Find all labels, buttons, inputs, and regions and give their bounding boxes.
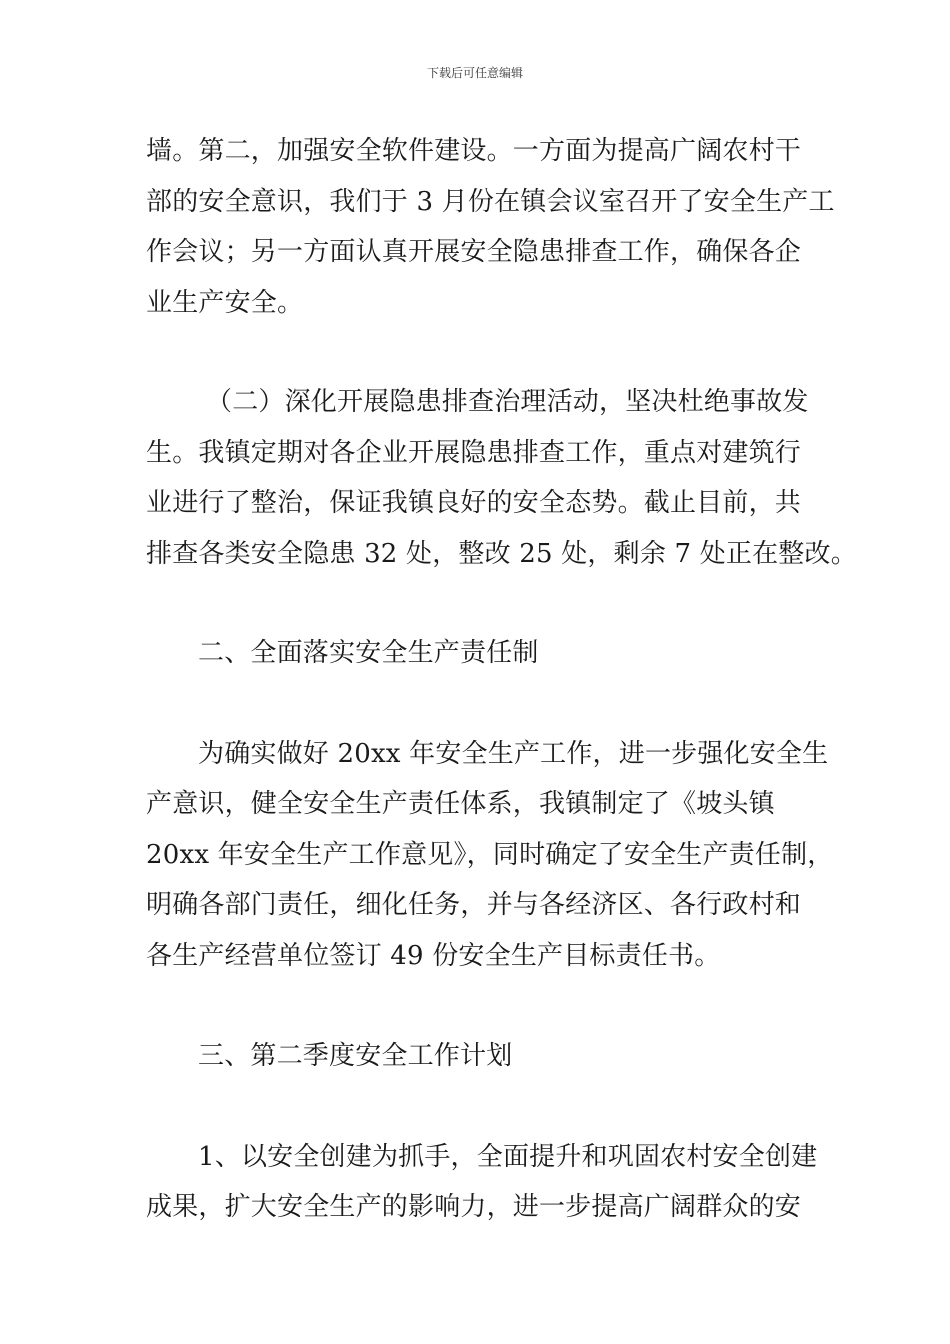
section-heading-responsibility bbox=[146, 628, 810, 679]
text-line: 20xx 年安全生产工作意见》，同时确定了安全生产责任制， bbox=[146, 839, 834, 870]
paragraph-software-construction bbox=[146, 126, 835, 328]
text-line: 为确实做好 20xx 年安全生产工作，进一步强化安全生 bbox=[198, 738, 829, 769]
section-heading: 二、全面落实安全生产责任制 bbox=[198, 638, 539, 668]
paragraph-responsibility-system bbox=[146, 729, 834, 982]
text-line: 作会议；另一方面认真开展安全隐患排查工作，确保各企 bbox=[146, 237, 802, 267]
text-line: 明确各部门责任，细化任务，并与各经济区、各行政村和 bbox=[146, 890, 802, 920]
text-line: 生。我镇定期对各企业开展隐患排查工作，重点对建筑行 bbox=[146, 437, 802, 468]
text-line: 各生产经营单位签订 49 份安全生产目标责任书。 bbox=[146, 940, 721, 971]
section-heading-q2-plan bbox=[146, 1031, 810, 1082]
text-line: 排查各类安全隐患 32 处，整改 25 处，剩余 7 处正在整改。 bbox=[146, 538, 857, 569]
section-heading: 三、第二季度安全工作计划 bbox=[198, 1041, 513, 1071]
paragraph-plan-item-1 bbox=[146, 1132, 818, 1233]
text-line: 业进行了整治，保证我镇良好的安全态势。截止目前，共 bbox=[146, 488, 802, 518]
page-header: 下载后可任意编辑 bbox=[426, 66, 523, 80]
text-line: 部的安全意识，我们于 3 月份在镇会议室召开了安全生产工 bbox=[146, 186, 835, 217]
text-line: （二）深化开展隐患排查治理活动，坚决杜绝事故发 bbox=[206, 387, 809, 417]
paragraph-hazard-inspection bbox=[146, 377, 857, 579]
text-line: 业生产安全。 bbox=[146, 287, 304, 318]
text-line: 1、以安全创建为抓手，全面提升和巩固农村安全创建 bbox=[198, 1141, 818, 1172]
document-body bbox=[146, 126, 857, 1233]
text-line: 墙。第二，加强安全软件建设。一方面为提高广阔农村干 bbox=[146, 136, 802, 166]
text-line: 成果，扩大安全生产的影响力，进一步提高广阔群众的安 bbox=[146, 1192, 802, 1222]
text-line: 产意识，健全安全生产责任体系，我镇制定了《坡头镇 bbox=[146, 789, 775, 819]
